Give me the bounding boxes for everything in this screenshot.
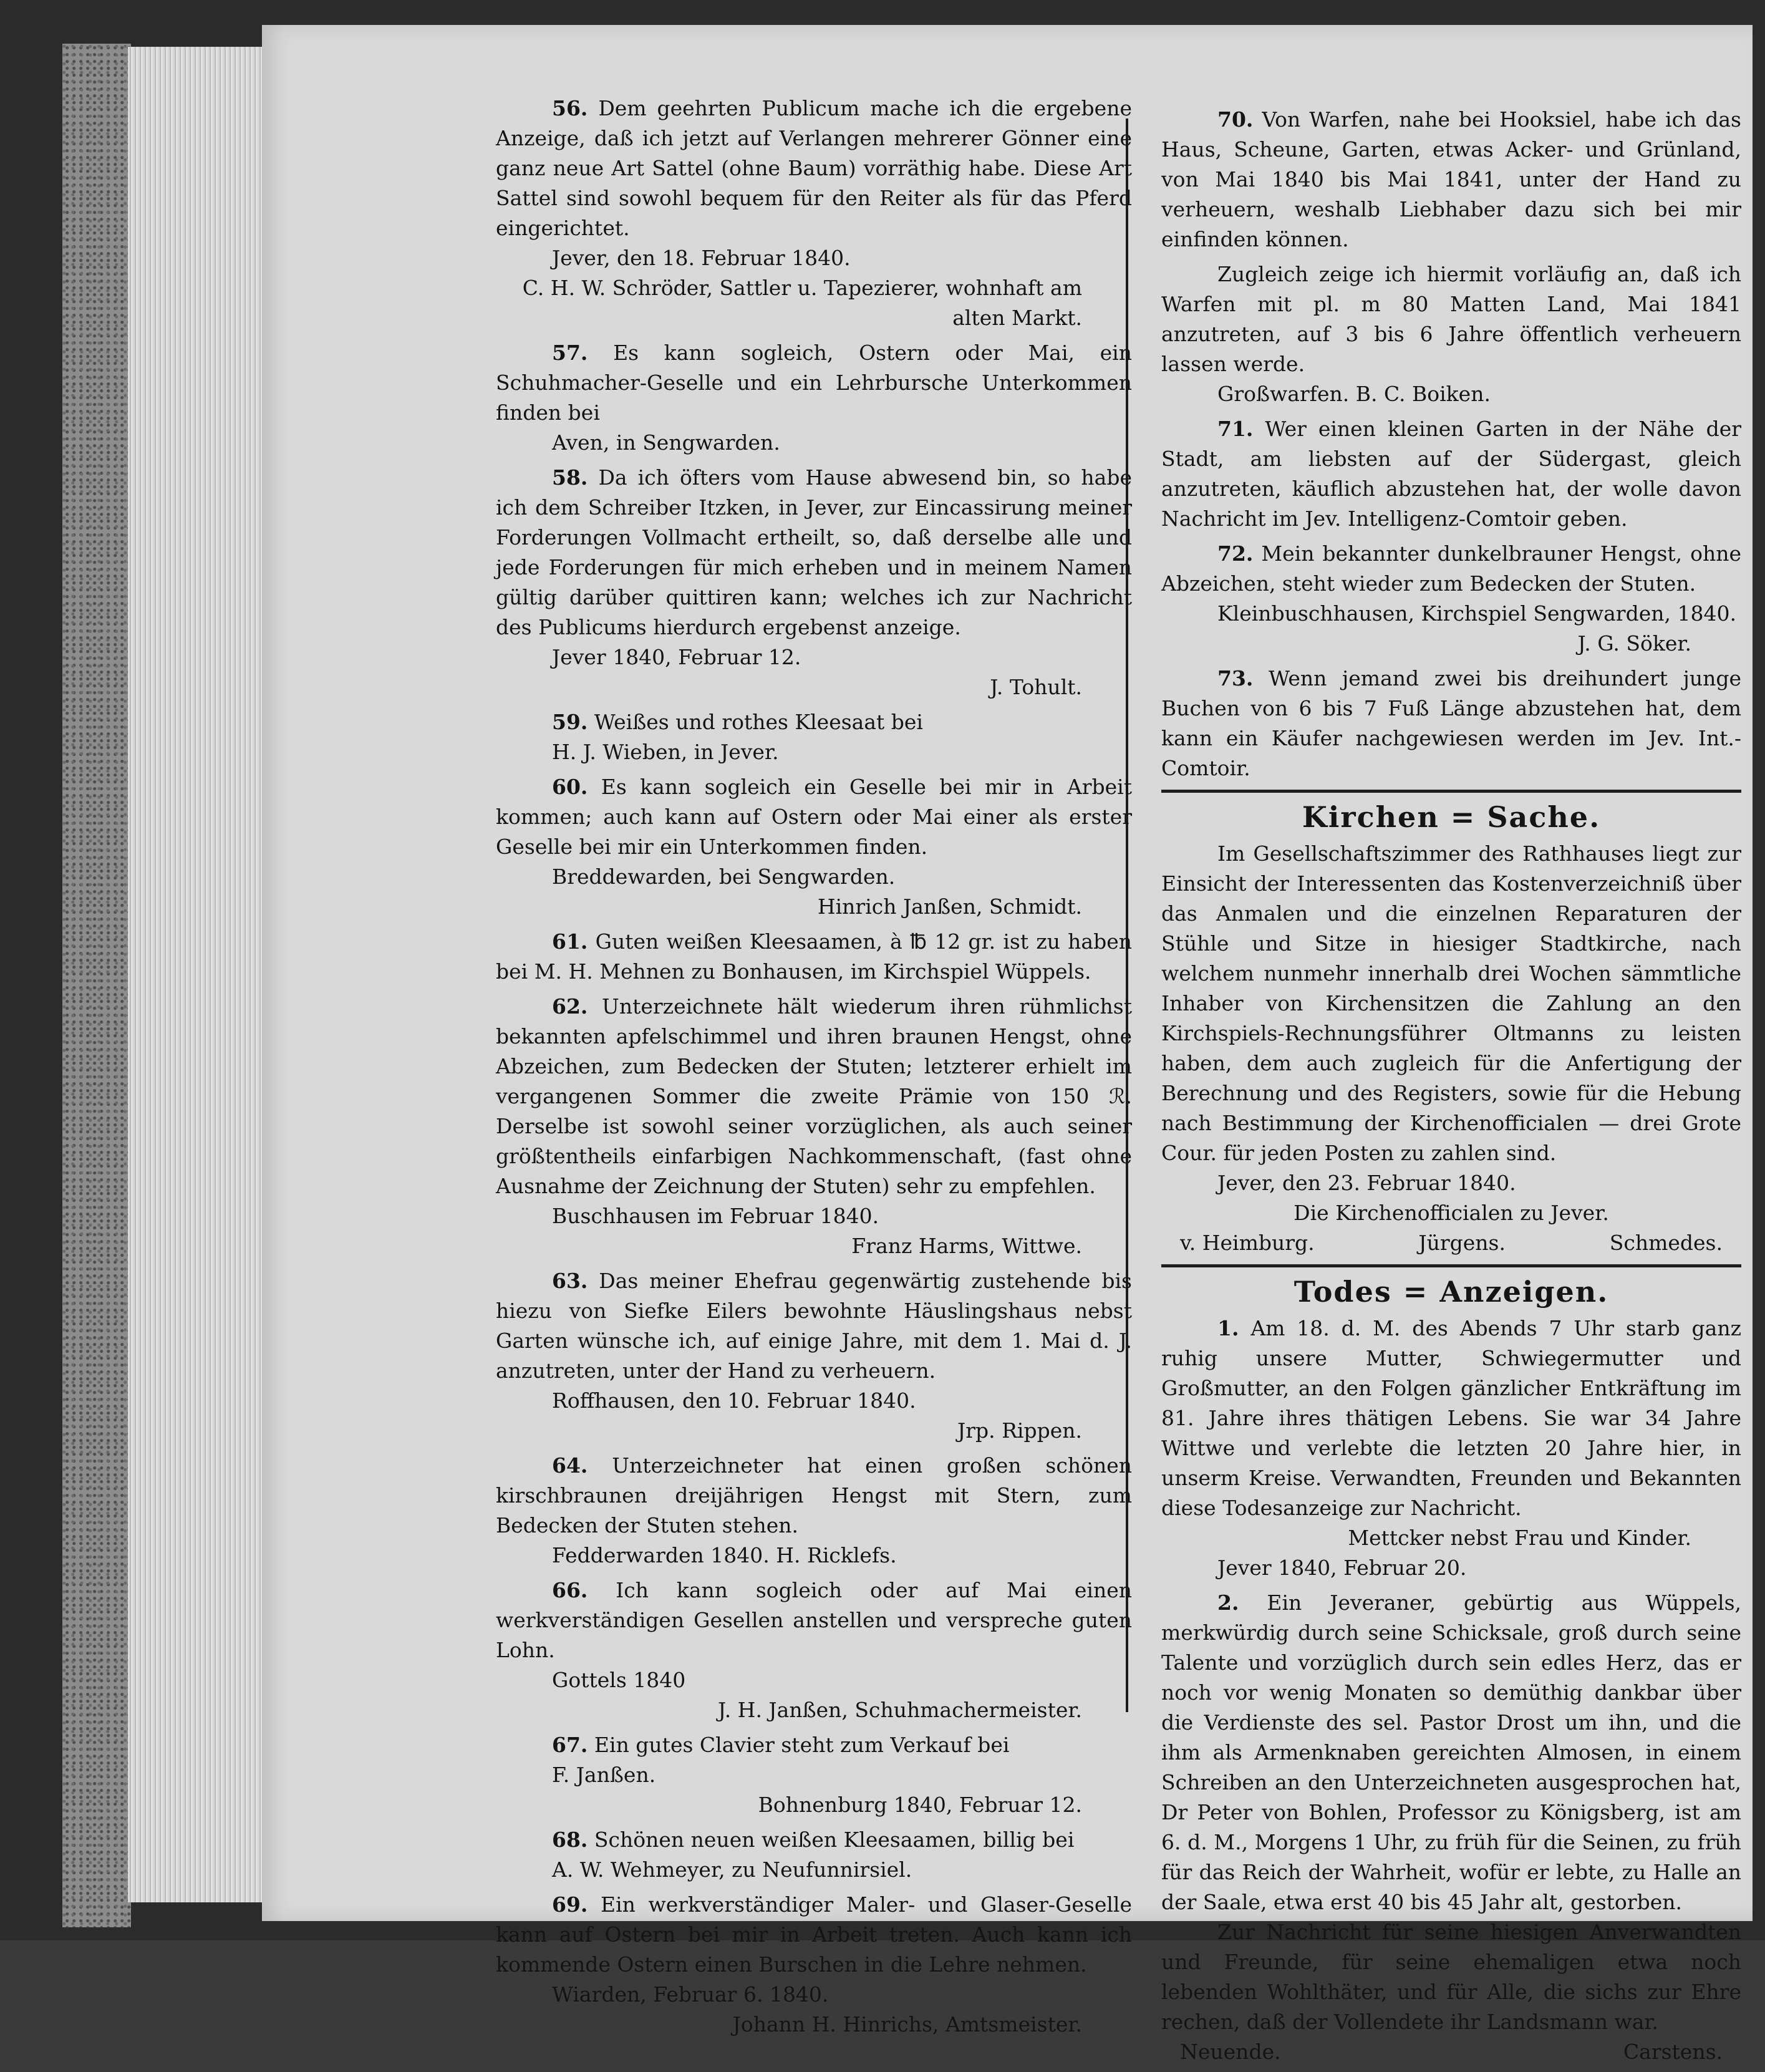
ad-body: Wenn jemand zwei bis dreihundert junge Buchen von 6 bis 7 Fuß Länge abzustehen hat, dem kann ein Käufer nachgewiesen werden im Jev. Int.-Comtoir.	[1161, 666, 1741, 780]
ad-number: 66.	[552, 1578, 588, 1602]
ad-body: Ich kann sogleich oder auf Mai einen werkverständigen Gesellen anstellen und verspreche guten Lohn.	[496, 1578, 1132, 1662]
ad-body: Wer einen kleinen Garten in der Nähe der Stadt, am liebsten auf der Südergast, gleich anzutreten, käuflich abzustehen hat, der wolle davon Nachricht im Jev. Intelligenz-Comtoir geben.	[1161, 417, 1741, 531]
ad-number: 63.	[552, 1269, 588, 1293]
ad-line: F. Janßen.	[552, 1763, 656, 1787]
signer: Schmedes.	[1609, 1231, 1723, 1255]
kirchen-body: Die Kirchenofficialen zu Jever.	[1294, 1201, 1609, 1225]
kirchen-text: Im Gesellschaftszimmer des Rathhauses liegt zur Einsicht der Interessenten das Kostenverzeichniß über das Anmalen und die einzelnen Reparaturen der Stühle und Sitze in hiesiger Stadtkirche, nach welchem nunmehr innerhalb drei Wochen sämmtliche Inhaber von Kirchensitzen die Zahlung an den Kirchspiels-Rechnungsführer Oltmanns zu leisten haben, dem auch zugleich für die Anfertigung der Berechnung und des Registers, sowie für die Hebung nach Bestimmung der Kirchenofficialen — drei Grote Cour. für jeden Posten zu zahlen sind.	[1161, 841, 1741, 1165]
ad-number: 73.	[1217, 666, 1254, 690]
ad-number: 60.	[552, 775, 588, 799]
ad-item	[496, 1266, 1132, 1446]
ad-text	[496, 94, 1132, 243]
section-rule	[1161, 1264, 1741, 1267]
todes-title: Todes = Anzeigen.	[1294, 1275, 1609, 1309]
ad-text	[496, 463, 1132, 642]
ad-number: 62.	[552, 994, 588, 1019]
ad-item	[1161, 259, 1741, 409]
kirchen-title: Kirchen = Sache.	[1302, 800, 1601, 834]
ad-line: Jrp. Rippen.	[957, 1418, 1082, 1443]
page-edges	[128, 47, 268, 1902]
book-binding	[62, 44, 131, 1927]
ad-text	[1161, 664, 1741, 783]
ad-number: 64.	[552, 1453, 588, 1478]
todes-1-text	[1161, 1314, 1741, 1523]
ad-line: Roffhausen, den 10. Februar 1840.	[552, 1388, 916, 1413]
ad-line: Kleinbuschhausen, Kirchspiel Sengwarden, 1840.	[1217, 601, 1736, 626]
ad-item	[496, 1890, 1132, 2040]
todes-2-body: Ein Jeveraner, gebürtig aus Wüppels, merkwürdig durch seine Schicksale, groß durch seine Talente und vorzüglich durch sein edles Herz, das er noch vor wenig Monaten so demüthig dankbar über die Verdienste des sel. Pastor Drost um ihn, und die ihm als Armenknaben gereichten Almosen, in einem Schreiben an den Unterzeichneten ausgesprochen hat, Dr Peter von Bohlen, Professor zu Königsberg, ist am 6. d. M., Morgens 1 Uhr, zu früh für die Seinen, zu früh für das Reich der Wahrheit, wofür er lebte, zu Halle an der Saale, etwa erst 40 bis 45 Jahr alt, gestorben.	[1161, 1590, 1741, 1914]
ad-item	[1161, 105, 1741, 254]
todes-notice-1	[1161, 1314, 1741, 1583]
ad-line: Gottels 1840	[552, 1668, 686, 1692]
ad-line: Bohnenburg 1840, Februar 12.	[758, 1793, 1082, 1817]
todes-2-signature-row	[1161, 2037, 1741, 2067]
ad-number: 69.	[552, 1892, 588, 1917]
todes-2-signature: Carstens.	[1623, 2040, 1723, 2064]
ad-number: 2.	[1217, 1590, 1239, 1615]
left-column	[496, 94, 1132, 2045]
right-ads	[1161, 105, 1741, 783]
ad-item	[496, 1730, 1132, 1820]
ad-item	[496, 1576, 1132, 1725]
ad-body: Mein bekannter dunkelbrauner Hengst, ohne Abzeichen, steht wieder zum Bedecken der Stuten.	[1161, 541, 1741, 596]
ad-number: 56.	[552, 96, 588, 120]
ad-number: 70.	[1217, 107, 1254, 132]
ad-body: Von Warfen, nahe bei Hooksiel, habe ich das Haus, Scheune, Garten, etwas Acker- und Grünland, von Mai 1840 bis Mai 1841, unter der Hand zu verheuern, weshalb Liebhaber dazu sich bei mir einfinden können.	[1161, 107, 1741, 251]
ad-item	[496, 338, 1132, 458]
ad-text	[496, 1266, 1132, 1386]
ad-item	[496, 1451, 1132, 1571]
ad-text	[496, 1890, 1132, 1980]
ad-text	[496, 1576, 1132, 1665]
ad-line: Hinrich Janßen, Schmidt.	[817, 894, 1082, 919]
ad-line: Fedderwarden 1840. H. Ricklefs.	[552, 1543, 897, 1567]
ad-line: A. W. Wehmeyer, zu Neufunnirsiel.	[552, 1857, 912, 1882]
ad-number: 72.	[1217, 541, 1254, 566]
ad-body: Guten weißen Kleesaamen, à ℔ 12 gr. ist zu haben bei M. H. Mehnen zu Bonhausen, im Kirchspiel Wüppels.	[496, 929, 1132, 984]
ad-line: Franz Harms, Wittwe.	[851, 1234, 1082, 1258]
ad-text	[1161, 105, 1741, 254]
ad-number: 58.	[552, 465, 588, 490]
ad-number: 71.	[1217, 417, 1254, 441]
ad-line: J. Tohult.	[990, 675, 1082, 699]
ad-text	[496, 772, 1132, 862]
todes-2-place: Neuende.	[1180, 2040, 1281, 2064]
ad-text	[496, 1730, 1132, 1760]
ad-body: Unterzeichnete hält wiederum ihren rühmlichst bekannten apfelschimmel und ihren braunen Hengst, ohne Abzeichen, zum Bedecken der Stuten; letzterer erhielt im vergangenen Sommer die zweite Prämie von 150 ℛ. Derselbe ist sowohl seiner vorzüglichen, als auch seiner größtentheils einfarbigen Nachkommenschaft, (fast ohne Ausnahme der Zeichnung der Stuten) sehr zu empfehlen.	[496, 994, 1132, 1198]
ad-body: Weißes und rothes Kleesaat bei	[594, 710, 923, 734]
signer: v. Heimburg.	[1180, 1231, 1315, 1255]
ad-item	[1161, 414, 1741, 534]
kirchen-signers	[1161, 1228, 1741, 1258]
ad-text	[496, 707, 1132, 737]
ad-body: Das meiner Ehefrau gegenwärtig zustehende bis hiezu von Siefke Eilers bewohnte Häuslingshaus nebst Garten wünsche ich, auf einige Jahre, mit dem 1. Mai d. J. anzutreten, unter der Hand zu verheuern.	[496, 1269, 1132, 1383]
ad-line: J. G. Söker.	[1577, 631, 1691, 656]
ad-line: Wiarden, Februar 6. 1840.	[552, 1982, 829, 2007]
signer: Jürgens.	[1418, 1231, 1506, 1255]
todes-1-signature: Mettcker nebst Frau und Kinder.	[1348, 1526, 1691, 1550]
ad-line: H. J. Wieben, in Jever.	[552, 740, 779, 764]
ad-line: Buschhausen im Februar 1840.	[552, 1204, 879, 1228]
ad-item	[496, 772, 1132, 922]
ad-body: Es kann sogleich ein Geselle bei mir in Arbeit kommen; auch kann auf Ostern oder Mai einer als erster Geselle bei mir ein Unterkommen finden.	[496, 775, 1132, 859]
todes-1-date: Jever 1840, Februar 20.	[1217, 1556, 1467, 1580]
ad-item	[496, 927, 1132, 987]
ad-line: C. H. W. Schröder, Sattler u. Tapezierer, wohnhaft am alten Markt.	[522, 276, 1082, 330]
ad-text	[496, 927, 1132, 987]
ad-item	[1161, 539, 1741, 659]
ad-line: Breddewarden, bei Sengwarden.	[552, 864, 896, 889]
ad-line: Großwarfen. B. C. Boiken.	[1217, 382, 1491, 406]
todes-2-text	[1161, 1588, 1741, 1917]
ad-body: Es kann sogleich, Ostern oder Mai, ein Schuhmacher-Geselle und ein Lehrbursche Unterkommen finden bei	[496, 341, 1132, 425]
ad-number: 67.	[552, 1733, 588, 1757]
ad-line: Aven, in Sengwarden.	[552, 430, 780, 455]
ad-text	[496, 1451, 1132, 1541]
ad-body: Ein werkverständiger Maler- und Glaser-Geselle kann auf Ostern bei mir in Arbeit treten. Auch kann ich kommende Ostern einen Burschen in die Lehre nehmen.	[496, 1892, 1132, 1977]
ad-item	[496, 463, 1132, 702]
right-column	[1161, 105, 1741, 2072]
todes-2-text-2: Zur Nachricht für seine hiesigen Anverwandten und Freunde, für seine ehemaligen etwa noch lebenden Wohlthäter, und für Alle, die sichs zur Ehre rechen, daß der Vollendete ihr Landsmann war.	[1161, 1920, 1741, 2034]
ad-text	[496, 338, 1132, 428]
ad-line: Jever, den 18. Februar 1840.	[552, 246, 851, 270]
ad-item	[1161, 664, 1741, 783]
ad-item	[496, 1825, 1132, 1885]
ad-body: Zugleich zeige ich hiermit vorläufig an, daß ich Warfen mit pl. m 80 Matten Land, Mai 1841 anzutreten, auf 3 bis 6 Jahre öffentlich verheuern lassen werde.	[1161, 262, 1741, 376]
section-rule	[1161, 790, 1741, 793]
ad-text	[1161, 259, 1741, 379]
todes-1-body: Am 18. d. M. des Abends 7 Uhr starb ganz ruhig unsere Mutter, Schwiegermutter und Großmutter, an den Folgen gänzlicher Entkräftung im 81. Jahre ihres thätigen Lebens. Sie war 34 Jahre Wittwe und verlebte die letzten 20 Jahre hier, in unserm Kreise. Verwandten, Freunden und Bekannten diese Todesanzeige zur Nachricht.	[1161, 1316, 1741, 1520]
ad-line: J. H. Janßen, Schuhmachermeister.	[718, 1698, 1082, 1722]
todes-notice-2	[1161, 1588, 1741, 2067]
ad-number: 59.	[552, 710, 588, 734]
ad-line: Jever 1840, Februar 12.	[552, 645, 801, 669]
ad-text	[496, 992, 1132, 1201]
ad-number: 1.	[1217, 1316, 1239, 1340]
ad-text	[1161, 414, 1741, 534]
ad-text	[496, 1825, 1132, 1855]
kirchen-date: Jever, den 23. Februar 1840.	[1217, 1171, 1516, 1195]
ad-number: 68.	[552, 1828, 588, 1852]
ad-item	[496, 707, 1132, 767]
ad-body: Dem geehrten Publicum mache ich die ergebene Anzeige, daß ich jetzt auf Verlangen mehrerer Gönner eine ganz neue Art Sattel (ohne Baum) vorräthig habe. Diese Art Sattel sind sowohl bequem für den Reiter als für das Pferd eingerichtet.	[496, 96, 1132, 240]
ad-item	[496, 992, 1132, 1261]
ad-body: Unterzeichneter hat einen großen schönen kirschbraunen dreijährigen Hengst mit Stern, zum Bedecken der Stuten stehen.	[496, 1453, 1132, 1537]
ad-item	[496, 94, 1132, 333]
kirchen-notice	[1161, 839, 1741, 1258]
ad-number: 61.	[552, 929, 588, 954]
ad-body: Ein gutes Clavier steht zum Verkauf bei	[594, 1733, 1010, 1757]
ad-number: 57.	[552, 341, 588, 365]
ad-line: Johann H. Hinrichs, Amtsmeister.	[732, 2012, 1082, 2036]
ad-body: Schönen neuen weißen Kleesaamen, billig bei	[594, 1828, 1075, 1852]
ad-text	[1161, 539, 1741, 599]
ad-body: Da ich öfters vom Hause abwesend bin, so habe ich dem Schreiber Itzken, in Jever, zur Eincassirung meiner Forderungen Vollmacht ertheilt, so, daß derselbe alle und jede Forderungen für mich erheben und in meinem Namen gültig darüber quittiren kann; welches ich zur Nachricht des Publicums hierdurch ergebenst anzeige.	[496, 465, 1132, 639]
